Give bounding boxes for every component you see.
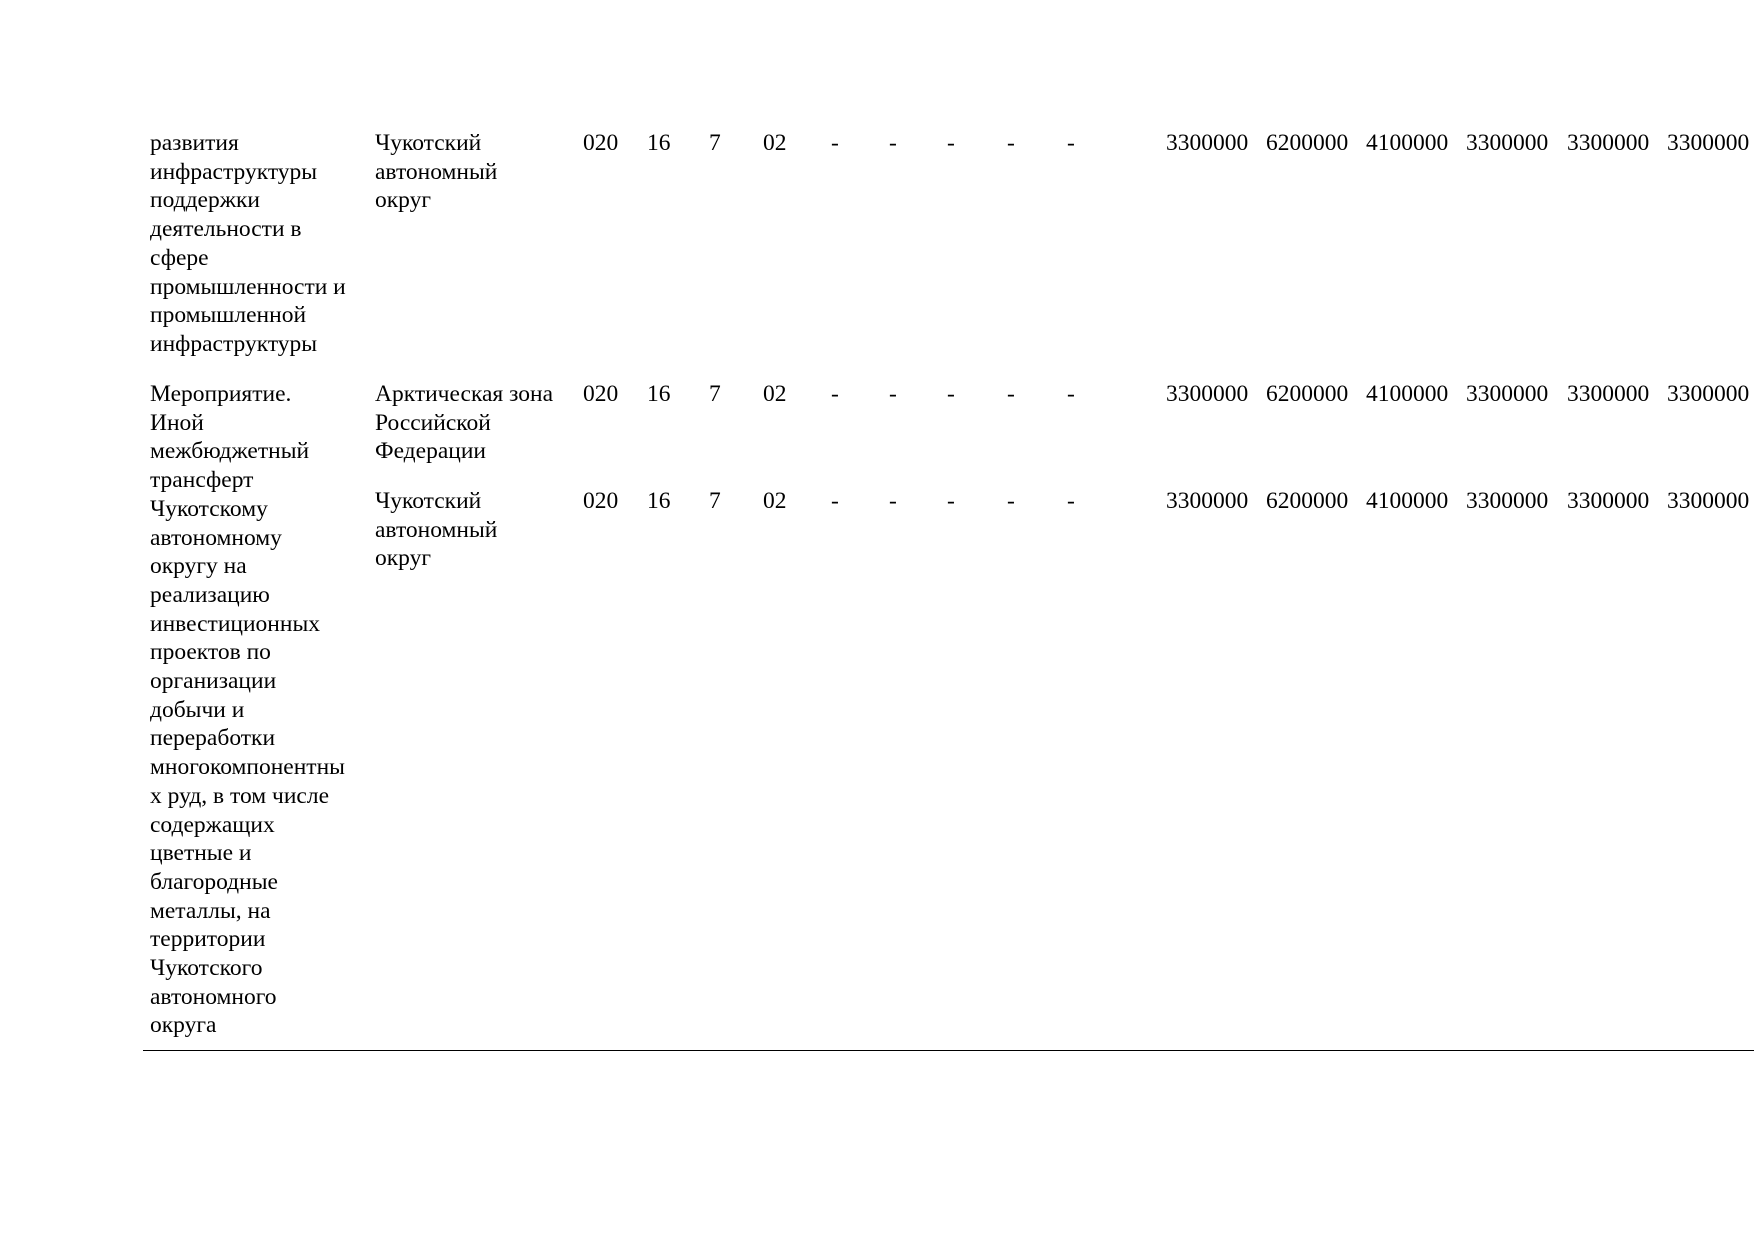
- territory-line: округ: [375, 187, 431, 214]
- code-cell: 020: [583, 488, 619, 514]
- dash-cell: -: [889, 381, 897, 407]
- measure-name-line: промышленности и: [150, 273, 346, 300]
- territory-line: Федерации: [375, 438, 486, 465]
- measure-name-line: проектов по: [150, 639, 271, 666]
- territory-line: Арктическая зона: [375, 381, 554, 407]
- dash-cell: -: [831, 381, 839, 407]
- amount-cell: 6200000: [1266, 130, 1349, 156]
- measure-name-line: развития: [150, 130, 239, 156]
- dash-cell: -: [947, 381, 955, 407]
- amount-cell: 3300000: [1567, 130, 1650, 156]
- measure-name-line: сфере: [150, 244, 209, 271]
- territory-line: Чукотский: [375, 130, 482, 156]
- dash-cell: -: [1007, 488, 1015, 514]
- amount-cell: 3300000: [1567, 381, 1650, 407]
- table-bottom-border: [143, 1050, 1754, 1051]
- measure-name-line: деятельности в: [150, 216, 302, 243]
- measure-name-line: поддержки: [150, 187, 260, 214]
- measure-name-line: промышленной: [150, 302, 307, 329]
- measure-name-line: организации: [150, 668, 277, 695]
- measure-name-line: содержащих: [150, 811, 275, 838]
- amount-cell: 3300000: [1667, 381, 1750, 407]
- code-cell: 16: [647, 130, 671, 156]
- measure-name-line: автономного: [150, 983, 277, 1010]
- code-cell: 02: [763, 488, 787, 514]
- measure-name-line: Иной: [150, 409, 204, 436]
- amount-cell: 4100000: [1366, 130, 1449, 156]
- measure-name-line: переработки: [150, 725, 276, 752]
- measure-name-line: цветные и: [150, 840, 252, 867]
- measure-name-line: многокомпонентны: [150, 754, 345, 781]
- territory-cell: [375, 380, 553, 466]
- dash-cell: -: [1067, 488, 1075, 514]
- code-cell: 16: [647, 381, 671, 407]
- code-cell: 7: [709, 381, 721, 407]
- amount-cell: 3300000: [1166, 488, 1249, 514]
- measure-name-line: автономному: [150, 524, 282, 551]
- measure-name-line: округа: [150, 1012, 217, 1039]
- measure-name-line: добычи и: [150, 696, 245, 723]
- amount-cell: 6200000: [1266, 488, 1349, 514]
- amount-cell: 3300000: [1567, 488, 1650, 514]
- measure-name-line: Чукотского: [150, 955, 263, 982]
- code-cell: 7: [709, 488, 721, 514]
- measure-name-line: инфраструктуры: [150, 158, 318, 185]
- amount-cell: 3300000: [1466, 488, 1549, 514]
- measure-name-line: округу на: [150, 553, 247, 580]
- dash-cell: -: [831, 488, 839, 514]
- code-cell: 02: [763, 381, 787, 407]
- dash-cell: -: [1007, 381, 1015, 407]
- amount-cell: 6200000: [1266, 381, 1349, 407]
- amount-cell: 3300000: [1166, 381, 1249, 407]
- amount-cell: 4100000: [1366, 488, 1449, 514]
- measure-name-line: Мероприятие.: [150, 381, 292, 407]
- territory-line: автономный: [375, 158, 498, 185]
- dash-cell: -: [1067, 381, 1075, 407]
- dash-cell: -: [889, 130, 897, 156]
- amount-cell: 3300000: [1667, 488, 1750, 514]
- territory-cell: [375, 487, 497, 573]
- measure-name-line: благородные: [150, 868, 278, 895]
- measure-name-line: территории: [150, 926, 266, 953]
- code-cell: 020: [583, 381, 619, 407]
- dash-cell: -: [947, 488, 955, 514]
- amount-cell: 3300000: [1667, 130, 1750, 156]
- territory-line: автономный: [375, 516, 498, 543]
- measure-name-line: реализацию: [150, 581, 270, 608]
- territory-line: Российской: [375, 409, 491, 436]
- amount-cell: 3300000: [1466, 130, 1549, 156]
- code-cell: 7: [709, 130, 721, 156]
- code-cell: 16: [647, 488, 671, 514]
- territory-line: Чукотский: [375, 488, 482, 514]
- measure-name-line: металлы, на: [150, 897, 271, 924]
- measure-name-line: инфраструктуры: [150, 330, 318, 357]
- territory-cell: [375, 129, 497, 215]
- dash-cell: -: [1007, 130, 1015, 156]
- measure-name-line: Чукотскому: [150, 495, 268, 522]
- territory-line: округ: [375, 545, 431, 572]
- amount-cell: 3300000: [1466, 381, 1549, 407]
- measure-name-line: инвестиционных: [150, 610, 320, 637]
- code-cell: 02: [763, 130, 787, 156]
- measure-name-line: х руд, в том числе: [150, 782, 330, 809]
- dash-cell: -: [1067, 130, 1075, 156]
- measure-name-cell: [150, 129, 346, 359]
- dash-cell: -: [831, 130, 839, 156]
- dash-cell: -: [947, 130, 955, 156]
- code-cell: 020: [583, 130, 619, 156]
- measure-name-line: межбюджетный: [150, 438, 310, 465]
- dash-cell: -: [889, 488, 897, 514]
- amount-cell: 4100000: [1366, 381, 1449, 407]
- measure-name-line: трансферт: [150, 467, 254, 494]
- amount-cell: 3300000: [1166, 130, 1249, 156]
- measure-name-cell: [150, 380, 345, 1040]
